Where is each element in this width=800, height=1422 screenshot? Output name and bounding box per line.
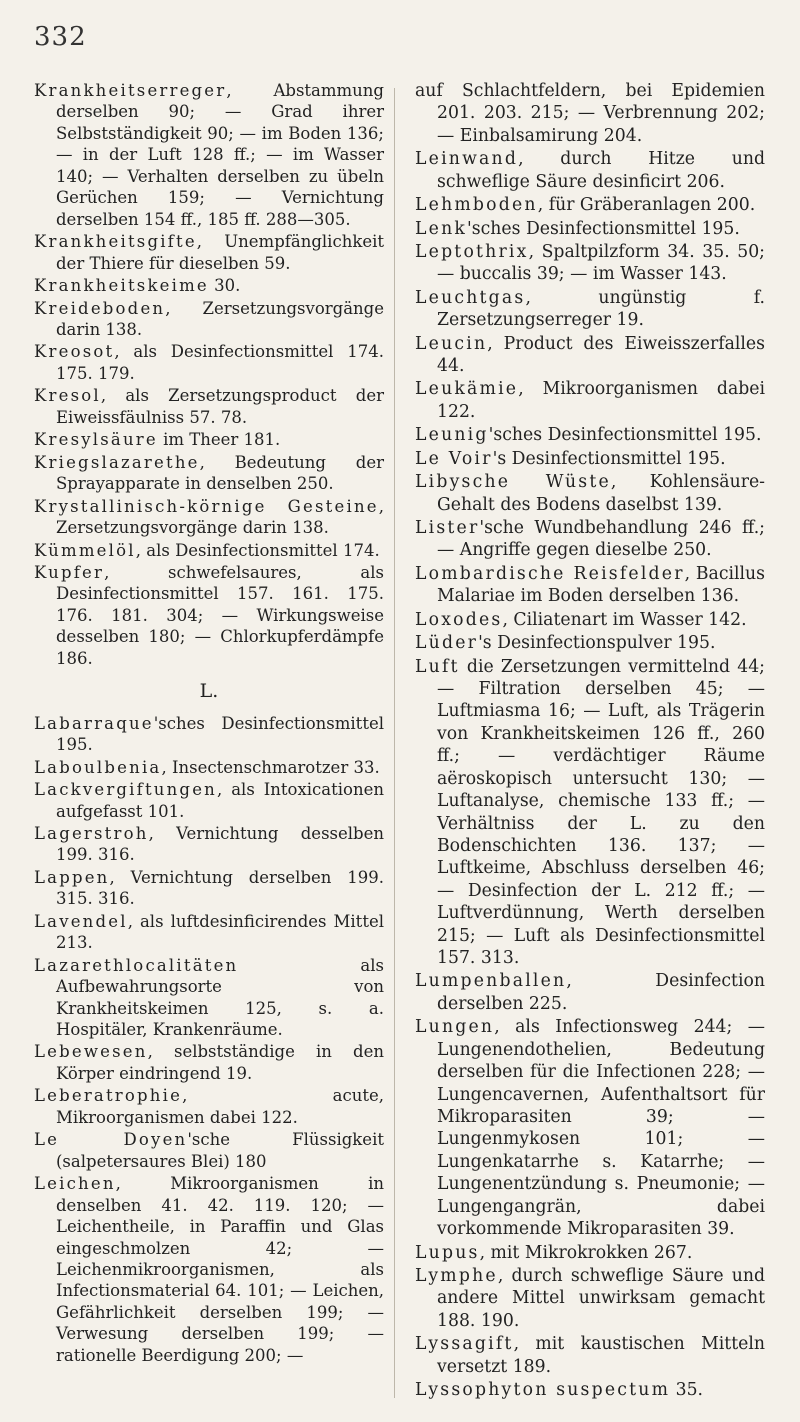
index-entry (34, 341, 384, 384)
index-references: , Bedeutung der Sprayapparate in denselben 250. (56, 452, 384, 494)
index-references: 'sche Flüssigkeit (salpetersaures Blei) 180 (56, 1130, 384, 1171)
index-entry (415, 218, 765, 240)
index-entry (415, 287, 765, 332)
index-entry (34, 298, 384, 341)
index-entry (415, 424, 765, 446)
index-keyword: Kresylsäure (34, 430, 158, 450)
index-entry (34, 385, 384, 428)
index-references: , Ciliatenart im Wasser 142. (502, 609, 747, 630)
index-group-k (34, 80, 384, 669)
index-keyword: Lehmboden (415, 195, 538, 216)
index-keyword: Kreosot (34, 342, 115, 362)
index-column-right (415, 80, 765, 1402)
index-entry (34, 496, 384, 539)
index-keyword: Le Voir (415, 448, 493, 469)
index-references: , mit Mikrokrokken 267. (479, 1242, 693, 1263)
index-entry (415, 241, 765, 286)
index-keyword: Luft (415, 656, 460, 677)
index-references: , als Desinfectionsmittel 174. 175. 179. (56, 342, 384, 383)
index-entry (415, 632, 765, 654)
index-entry (415, 80, 765, 147)
index-references: , Zersetzungsvorgänge darin 138. (56, 298, 384, 339)
index-keyword: Laboulbenia (34, 757, 162, 777)
index-references: , als Intoxicationen aufgefasst 101. (56, 780, 384, 821)
index-references: , für Gräberanlagen 200. (537, 195, 756, 216)
index-entry (34, 955, 384, 1041)
index-references: , als Infectionsweg 244; — Lungenendothelien, Bedeutung derselben für die Infectionen 228; — Lungencavernen, Aufenthaltsort für Mikroparasiten 39; — Lungenmykosen 101; — Lungenkatarrhe s. Katarrhe; — Lungenentzündung s. Pneumonie; — Lungengangrän, dabei vorkommende Mikroparasiten 39. (437, 1017, 765, 1240)
index-references: , Mikroorganismen in denselben 41. 42. 119. 120; — Leichentheile, in Paraffin und Glas eingeschmolzen 42; — Leichenmikroorganismen, als Infectionsmaterial 64. 101; — Leichen, Gefährlichkeit derselben 199; — Verwesung derselben 199; — rationelle Beerdigung 200; — (56, 1174, 384, 1365)
index-references: , schwefelsaures, als Desinfectionsmittel 157. 161. 175. 176. 181. 304; — Wirkungsweise desselben 180; — Chlorkupferdämpfe 186. (56, 562, 384, 668)
index-keyword: Lackvergiftungen (34, 780, 217, 800)
index-entry (415, 333, 765, 378)
index-references: 30. (208, 276, 241, 296)
index-keyword: Kresol (34, 386, 101, 406)
index-references: , als luftdesinficirendes Mittel 213. (56, 911, 384, 953)
index-references: 'sches Desinfectionsmittel 195. (488, 425, 762, 446)
index-keyword: Kümmelöl (34, 540, 136, 560)
index-references: , ungünstig f. Zersetzungserreger 19. (437, 287, 765, 331)
index-references: 's Desinfectionsmittel 195. (492, 448, 726, 469)
index-references: , durch Hitze und schweflige Säure desinficirt 206. (437, 149, 765, 192)
index-entry (34, 452, 384, 495)
index-keyword: Krankheitserreger (34, 81, 227, 100)
index-keyword: Lyssagift (415, 1334, 514, 1355)
index-entry (34, 867, 384, 910)
index-entry (34, 231, 384, 274)
index-keyword: Kupfer (34, 562, 105, 582)
index-references: , Vernichtung desselben 199. 316. (56, 823, 384, 865)
index-column-left (34, 80, 384, 1367)
index-references: 'sches Desinfectionsmittel 195. (467, 218, 740, 239)
index-references: 'sches Desinfectionsmittel 195. (56, 713, 384, 755)
index-references: , durch schweflige Säure und andere Mittel unwirksam gemacht 188. 190. (437, 1265, 765, 1331)
index-references: , mit kaustischen Mitteln versetzt 189. (437, 1334, 765, 1377)
index-entry (34, 275, 384, 296)
index-keyword: Lazarethlocalitäten (34, 955, 239, 975)
index-references: 35. (670, 1380, 704, 1401)
index-references: , Bacillus Malariae im Boden derselben 136. (437, 563, 765, 607)
index-entry (415, 517, 765, 562)
index-keyword: Lavendel (34, 911, 128, 931)
index-entry (34, 1173, 384, 1366)
index-keyword: Lebewesen (34, 1042, 148, 1062)
index-references: 'sche Wundbehandlung 246 ff.; — Angriffe gegen dieselbe 250. (437, 518, 765, 561)
index-entry (415, 609, 765, 631)
index-references: , Desinfection derselben 225. (437, 971, 765, 1014)
index-entry (415, 970, 765, 1015)
index-references: , Zersetzungsvorgänge darin 138. (56, 496, 384, 538)
index-references: als Aufbewahrungsorte von Krankheitskeimen 125, s. a. Hospitäler, Krankenräume. (56, 955, 384, 1040)
index-entry (34, 823, 384, 866)
index-keyword: Lupus (415, 1242, 480, 1263)
index-entry (415, 1333, 765, 1378)
index-keyword: Le Doyen (34, 1130, 188, 1150)
index-entry (415, 148, 765, 193)
index-keyword: Leuchtgas (415, 287, 526, 308)
column-divider (394, 88, 395, 1398)
index-references: , acute, Mikroorganismen dabei 122. (56, 1086, 384, 1127)
index-entry (34, 1085, 384, 1128)
index-keyword: Lüder (415, 633, 479, 654)
index-entry (415, 378, 765, 423)
index-entry (34, 713, 384, 756)
index-keyword: Krankheitsgifte (34, 232, 197, 252)
index-keyword: Leichen (34, 1174, 116, 1194)
index-keyword: Leucin (415, 333, 488, 354)
index-references: , Kohlensäure-Gehalt des Bodens daselbst 139. (437, 472, 765, 515)
index-keyword: Leukämie (415, 379, 519, 400)
index-keyword: Lister (415, 518, 480, 539)
index-keyword: Leberatrophie (34, 1086, 183, 1106)
index-entry (415, 1016, 765, 1240)
index-entry (415, 1265, 765, 1332)
index-keyword: Leinwand (415, 149, 519, 170)
index-keyword: Labarraque (34, 713, 154, 733)
index-keyword: Lombardische Reisfelder (415, 563, 685, 584)
index-references: , Unempfänglichkeit der Thiere für dieselben 59. (56, 232, 384, 273)
index-entry (415, 563, 765, 608)
index-references: im Theer 181. (157, 430, 281, 450)
index-references: , Vernichtung derselben 199. 315. 316. (56, 867, 384, 909)
index-entry (34, 562, 384, 669)
index-keyword: Leptothrix (415, 241, 529, 262)
index-keyword: Lumpenballen (415, 971, 567, 992)
index-references: , selbstständige in den Körper eindringend 19. (56, 1042, 384, 1083)
index-entry (34, 80, 384, 230)
index-references: , Insectenschmarotzer 33. (161, 757, 380, 777)
index-group-l-continued (415, 80, 765, 1401)
index-entry (34, 540, 384, 561)
index-keyword: Libysche Wüste (415, 472, 611, 493)
index-keyword: Loxodes (415, 609, 503, 630)
index-group-l (34, 713, 384, 1367)
index-entry (415, 1379, 765, 1401)
index-keyword: Leunig (415, 425, 489, 446)
index-entry (415, 448, 765, 470)
index-entry (34, 1041, 384, 1084)
index-keyword: Lappen (34, 867, 110, 887)
index-entry (34, 757, 384, 778)
index-references: , Product des Eiweisszerfalles 44. (437, 333, 765, 377)
index-entry (34, 1129, 384, 1172)
index-entry (415, 1242, 765, 1264)
section-letter-l: L. (199, 680, 219, 703)
index-entry (415, 471, 765, 516)
index-references: auf Schlachtfeldern, bei Epidemien 201. 203. 215; — Verbrennung 202; — Einbalsamirung 204. (415, 81, 765, 146)
index-references: , Mikroorganismen dabei 122. (437, 379, 765, 422)
index-keyword: Lungen (415, 1017, 495, 1038)
index-entry (34, 911, 384, 954)
index-references: , als Zersetzungsproduct der Eiweissfäulniss 57. 78. (56, 386, 384, 427)
index-references: , Spaltpilzform 34. 35. 50; — buccalis 39; — im Wasser 143. (437, 241, 765, 285)
index-references: , Abstammung derselben 90; — Grad ihrer Selbstständigkeit 90; — im Boden 136; — in der Luft 128 ff.; — im Wasser 140; — Verhalten derselben zu übeln Gerüchen 159; — Vernichtung derselben 154 ff., 185 ff. 288—305. (56, 81, 384, 229)
index-keyword: Lymphe (415, 1265, 498, 1286)
index-entry (34, 429, 384, 450)
index-entry (415, 656, 765, 970)
index-keyword: Krankheitskeime (34, 276, 209, 296)
index-entry (415, 194, 765, 216)
page-number: 332 (34, 22, 87, 52)
index-keyword: Krystallinisch-körnige Gesteine (34, 496, 379, 516)
index-references: 's Desinfectionspulver 195. (478, 633, 716, 654)
index-keyword: Lagerstroh (34, 823, 149, 843)
index-references: die Zersetzungen vermittelnd 44; — Filtration derselben 45; — Luftmiasma 16; — Luft, als Trägerin von Krankheitskeimen 126 ff., 260 ff.; — verdächtiger Räume aëroskopisch untersucht 130; — Luftanalyse, chemische 133 ff.; — Verhältniss der L. zu den Bodenschichten 136. 137; — Luftkeime, Abschluss derselben 46; — Desinfection der L. 212 ff.; — Luftverdünnung, Werth derselben 215; — Luft als Desinfectionsmittel 157. 313. (437, 656, 765, 969)
index-references: , als Desinfectionsmittel 174. (135, 540, 380, 560)
index-entry (34, 779, 384, 822)
index-keyword: Lyssophyton suspectum (415, 1380, 671, 1401)
index-keyword: Lenk (415, 218, 468, 239)
index-keyword: Kreideboden (34, 298, 166, 318)
index-keyword: Kriegslazarethe (34, 452, 200, 472)
